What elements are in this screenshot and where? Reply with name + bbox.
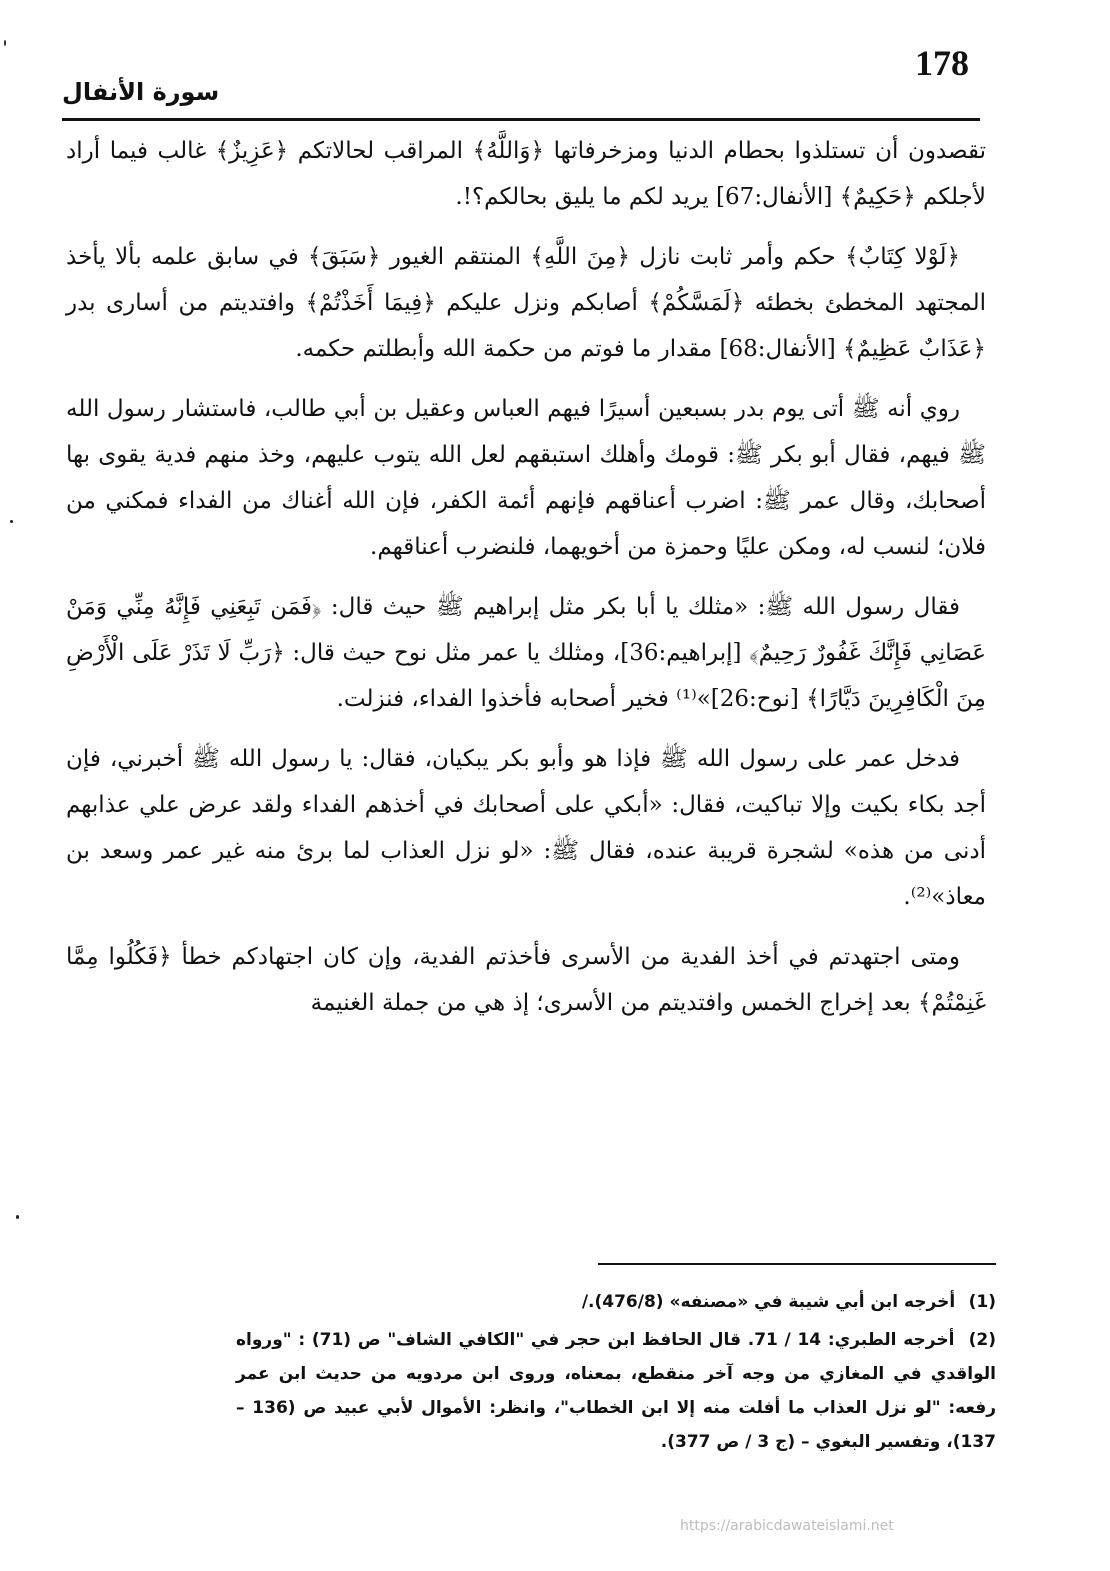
footnote-text: أخرجه ابن أبي شيبة في «مصنفه» (476/8)./ — [581, 1292, 956, 1312]
page-number: 178 — [915, 43, 969, 83]
footnote — [236, 1285, 996, 1319]
paragraph: تقصدون أن تستلذوا بحطام الدنيا ومزخرفاتها ﴿وَاللَّهُ﴾ المراقب لحالاتكم ﴿عَزِيزٌ﴾ غالب فيما أراد لأجلكم ﴿حَكِيمٌ﴾ [الأنفال:67] يريد لكم ما يليق بحالكم؟!. — [66, 138, 986, 210]
footnote — [236, 1323, 996, 1459]
paragraph: روي أنه ﷺ أتى يوم بدر بسبعين أسيرًا فيهم العباس وعقيل بن أبي طالب، فاستشار رسول الله ﷺ فيهم، فقال أبو بكر ﷺ: قومك وأهلك استبقهم لعل الله يتوب عليهم، وخذ منهم فدية يقوى بها أصحابك، وقال عمر ﷺ: اضرب أعناقهم فإنهم أئمة الكفر، فإن الله أغناك من الفداء فمكني من فلان؛ لنسب له، ومكن عليًا وحمزة من أخويهما، فلنضرب أعناقهم. — [66, 396, 986, 560]
watermark-url: https://arabicdawateislami.net — [680, 1518, 894, 1534]
header-rule — [62, 118, 980, 121]
running-head-surah-title: سورة الأنفال — [62, 78, 220, 106]
scan-speck — [4, 40, 6, 46]
footnote-number: (1) — [968, 1292, 996, 1312]
scan-speck — [16, 1215, 19, 1219]
scan-speck — [10, 520, 13, 523]
paragraph: ﴿لَوْلا كِتَابٌ﴾ حكم وأمر ثابت نازل ﴿مِنَ اللَّهِ﴾ المنتقم الغيور ﴿سَبَقَ﴾ في سابق علمه بألا يأخذ المجتهد المخطئ بخطئه ﴿لَمَسَّكُمْ﴾ أصابكم ونزل عليكم ﴿فِيمَا أَخَذْتُمْ﴾ وافتديتم من أسارى بدر ﴿عَذَابٌ عَظِيمٌ﴾ [الأنفال:68] مقدار ما فوتم من حكمة الله وأبطلتم حكمه. — [66, 244, 986, 362]
footnote-rule — [598, 1263, 996, 1265]
footnote-text: أخرجه الطبري: 14 / 71. قال الحافظ ابن حجر في "الكافي الشاف" ص (71) : "ورواه الواقدي في المغازي من وجه آخر منقطع، بمعناه، وروى ابن مردويه من حديث ابن عمر رفعه: "لو نزل العذاب ما أفلت منه إلا ابن الخطاب"، وانظر: الأموال لأبي عبيد ص (136 – 137)، وتفسير البغوي – (ج 3 / ص 377). — [236, 1330, 996, 1452]
footnotes — [236, 1285, 996, 1463]
paragraph: فدخل عمر على رسول الله ﷺ فإذا هو وأبو بكر يبكيان، فقال: يا رسول الله ﷺ أخبرني، فإن أجد بكاء بكيت وإلا تباكيت، فقال: «أبكي على أصحابك في أخذهم الفداء ولقد عرض علي عذابهم أدنى من هذه» لشجرة قريبة عنده، فقال ﷺ: «لو نزل العذاب لما برئ منه غير عمر وسعد بن معاذ»⁽²⁾. — [66, 746, 986, 910]
body-text — [66, 128, 986, 1040]
footnote-number: (2) — [968, 1330, 997, 1350]
paragraph: ومتى اجتهدتم في أخذ الفدية من الأسرى فأخذتم الفدية، وإن كان اجتهادكم خطأ ﴿فَكُلُوا مِمَّا غَنِمْتُمْ﴾ بعد إخراج الخمس وافتديتم من الأسرى؛ إذ هي من جملة الغنيمة — [66, 944, 986, 1016]
paragraph: فقال رسول الله ﷺ: «مثلك يا أبا بكر مثل إبراهيم ﷺ حيث قال: ﴿فَمَن تَبِعَنِي فَإِنَّهُ مِنِّي وَمَنْ عَصَانِي فَإِنَّكَ غَفُورٌ رَحِيمٌ﴾ [إبراهيم:36]، ومثلك يا عمر مثل نوح حيث قال: ﴿رَبِّ لَا تَذَرْ عَلَى الْأَرْضِ مِنَ الْكَافِرِينَ دَيَّارًا﴾ [نوح:26]»⁽¹⁾ فخير أصحابه فأخذوا الفداء، فنزلت. — [66, 594, 986, 712]
